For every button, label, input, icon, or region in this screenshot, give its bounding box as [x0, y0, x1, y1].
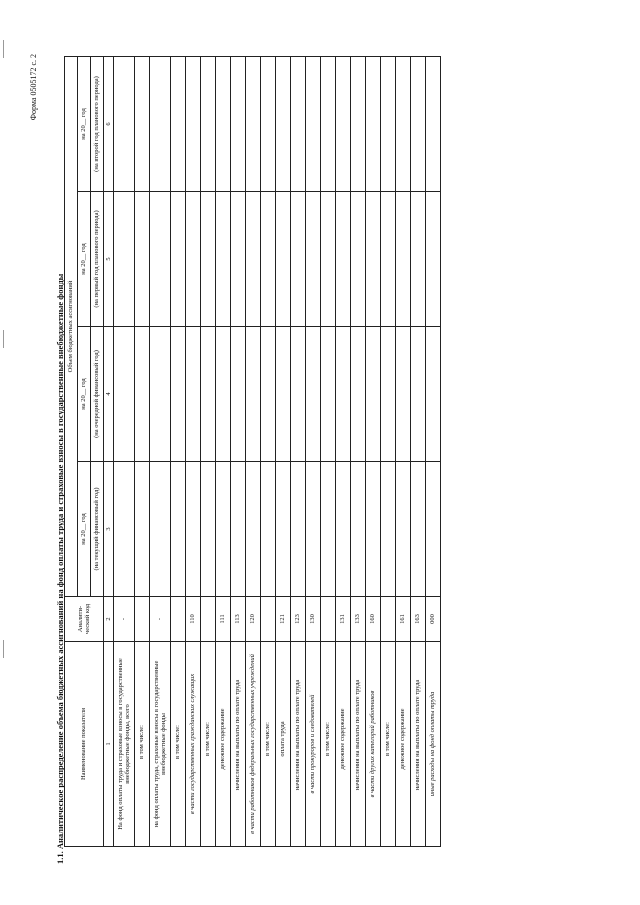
row-code — [201, 597, 216, 642]
row-name: в части работников федеральных государственных учреждений — [246, 642, 261, 847]
row-code — [321, 597, 336, 642]
value-cell-col6[interactable] — [351, 56, 366, 191]
row-code — [381, 597, 396, 642]
value-cell-col4[interactable] — [366, 327, 381, 462]
header-sub-4: (на очередной финансовый год) — [91, 327, 104, 462]
row-name: денежное содержание — [396, 642, 411, 847]
column-number: 5 — [104, 192, 114, 327]
value-cell-col5[interactable] — [336, 192, 351, 327]
value-cell-col5[interactable] — [366, 192, 381, 327]
table-row — [396, 56, 411, 846]
value-cell-col6[interactable] — [396, 56, 411, 191]
value-cell-col5[interactable] — [114, 192, 135, 327]
table-row — [381, 56, 396, 846]
allocation-table — [64, 56, 441, 847]
table-row — [411, 56, 426, 846]
value-cell-col5[interactable] — [231, 192, 246, 327]
value-cell-col4[interactable] — [201, 327, 216, 462]
value-cell-col5[interactable] — [291, 192, 306, 327]
value-cell-col3[interactable] — [411, 462, 426, 597]
header-year-6: на 20__ год — [78, 56, 91, 191]
table-row — [426, 56, 441, 846]
scan-mark — [3, 330, 4, 348]
value-cell-col4[interactable] — [306, 327, 321, 462]
value-cell-col4[interactable] — [321, 327, 336, 462]
header-year-5: на 20__ год — [78, 192, 91, 327]
table-row — [201, 56, 216, 846]
value-cell-col5[interactable] — [321, 192, 336, 327]
table-row — [291, 56, 306, 846]
row-code: 111 — [216, 597, 231, 642]
value-cell-col3[interactable] — [426, 462, 441, 597]
value-cell-col3[interactable] — [336, 462, 351, 597]
table-row — [216, 56, 231, 846]
value-cell-col3[interactable] — [351, 462, 366, 597]
value-cell-col3[interactable] — [321, 462, 336, 597]
value-cell-col6[interactable] — [216, 56, 231, 191]
value-cell-col4[interactable] — [135, 327, 150, 462]
value-cell-col5[interactable] — [351, 192, 366, 327]
value-cell-col6[interactable] — [291, 56, 306, 191]
value-cell-col6[interactable] — [426, 56, 441, 191]
row-code: 131 — [336, 597, 351, 642]
row-code: 130 — [306, 597, 321, 642]
value-cell-col3[interactable] — [114, 462, 135, 597]
row-name: оплата труда — [276, 642, 291, 847]
value-cell-col6[interactable] — [135, 56, 150, 191]
value-cell-col6[interactable] — [201, 56, 216, 191]
header-year-4: на 20__ год — [78, 327, 91, 462]
value-cell-col5[interactable] — [201, 192, 216, 327]
row-code: 120 — [246, 597, 261, 642]
row-name: начисления на выплаты по оплате труда — [231, 642, 246, 847]
value-cell-col4[interactable] — [291, 327, 306, 462]
value-cell-col4[interactable] — [150, 327, 171, 462]
row-name: денежное содержание — [216, 642, 231, 847]
row-code: - — [114, 597, 135, 642]
row-code: 161 — [396, 597, 411, 642]
table-row — [150, 56, 171, 846]
value-cell-col6[interactable] — [114, 56, 135, 191]
table-row — [276, 56, 291, 846]
value-cell-col5[interactable] — [411, 192, 426, 327]
row-code: - — [150, 597, 171, 642]
row-name: начисления на выплаты по оплате труда — [351, 642, 366, 847]
value-cell-col4[interactable] — [396, 327, 411, 462]
table-row — [366, 56, 381, 846]
table-body — [114, 56, 441, 846]
header-code: Аналити-ческий код — [65, 597, 104, 642]
value-cell-col4[interactable] — [426, 327, 441, 462]
column-number: 1 — [104, 642, 114, 847]
row-name: начисления на выплаты по оплате труда — [291, 642, 306, 847]
value-cell-col5[interactable] — [186, 192, 201, 327]
row-name: начисления на выплаты по оплате труда — [411, 642, 426, 847]
row-name: На фонд оплаты труда и страховые взносы в государственные внебюджетные фонды, всего — [114, 642, 135, 847]
value-cell-col4[interactable] — [381, 327, 396, 462]
row-code — [171, 597, 186, 642]
row-name: иные расходы на фонд оплаты труда — [426, 642, 441, 847]
value-cell-col4[interactable] — [261, 327, 276, 462]
value-cell-col3[interactable] — [231, 462, 246, 597]
header-name: Наименование показателя — [65, 642, 104, 847]
value-cell-col4[interactable] — [351, 327, 366, 462]
header-year-3: на 20__ год — [78, 462, 91, 597]
table-row — [186, 56, 201, 846]
value-cell-col3[interactable] — [246, 462, 261, 597]
value-cell-col5[interactable] — [426, 192, 441, 327]
value-cell-col6[interactable] — [336, 56, 351, 191]
value-cell-col6[interactable] — [381, 56, 396, 191]
row-name: в том числе: — [261, 642, 276, 847]
row-code: 133 — [351, 597, 366, 642]
column-number: 3 — [104, 462, 114, 597]
header-sub-3: (на текущий финансовый год) — [91, 462, 104, 597]
table-row — [321, 56, 336, 846]
table-row — [231, 56, 246, 846]
value-cell-col4[interactable] — [171, 327, 186, 462]
form-number: Форма 0505172 с. 2 — [29, 54, 38, 121]
row-code: 110 — [186, 597, 201, 642]
value-cell-col3[interactable] — [216, 462, 231, 597]
table-row — [336, 56, 351, 846]
value-cell-col6[interactable] — [366, 56, 381, 191]
value-cell-col5[interactable] — [171, 192, 186, 327]
value-cell-col3[interactable] — [135, 462, 150, 597]
value-cell-col6[interactable] — [246, 56, 261, 191]
column-number: 4 — [104, 327, 114, 462]
value-cell-col6[interactable] — [321, 56, 336, 191]
value-cell-col5[interactable] — [396, 192, 411, 327]
value-cell-col6[interactable] — [276, 56, 291, 191]
value-cell-col5[interactable] — [306, 192, 321, 327]
value-cell-col5[interactable] — [135, 192, 150, 327]
value-cell-col3[interactable] — [381, 462, 396, 597]
value-cell-col6[interactable] — [261, 56, 276, 191]
row-code: 000 — [426, 597, 441, 642]
value-cell-col5[interactable] — [276, 192, 291, 327]
value-cell-col4[interactable] — [336, 327, 351, 462]
row-name: в части других категорий работников — [366, 642, 381, 847]
value-cell-col4[interactable] — [246, 327, 261, 462]
value-cell-col3[interactable] — [186, 462, 201, 597]
row-name: на фонд оплаты труда, страховые взносы в государственные внебюджетные фонды — [150, 642, 171, 847]
table-row — [114, 56, 135, 846]
value-cell-col4[interactable] — [411, 327, 426, 462]
row-name: в том числе: — [201, 642, 216, 847]
header-sub-6: (на второй год планового периода) — [91, 56, 104, 191]
rotated-sheet — [27, 22, 613, 882]
value-cell-col3[interactable] — [150, 462, 171, 597]
row-code: 121 — [276, 597, 291, 642]
table-row — [135, 56, 150, 846]
value-cell-col4[interactable] — [276, 327, 291, 462]
value-cell-col6[interactable] — [231, 56, 246, 191]
row-name: в том числе: — [381, 642, 396, 847]
value-cell-col6[interactable] — [171, 56, 186, 191]
value-cell-col4[interactable] — [114, 327, 135, 462]
table-row — [306, 56, 321, 846]
value-cell-col3[interactable] — [396, 462, 411, 597]
row-code: 160 — [366, 597, 381, 642]
value-cell-col5[interactable] — [216, 192, 231, 327]
table-row — [261, 56, 276, 846]
row-name: в части прокуроров и следователей — [306, 642, 321, 847]
value-cell-col5[interactable] — [261, 192, 276, 327]
scan-mark — [3, 40, 4, 58]
value-cell-col4[interactable] — [186, 327, 201, 462]
table-row — [246, 56, 261, 846]
scan-mark — [3, 640, 4, 658]
row-name: в части государственных гражданских служащих — [186, 642, 201, 847]
section-title: 1.1. Аналитическое распределение объема бюджетных ассигнований на фонд оплаты труда и страховые взносы в государственные внебюджетные фонды — [55, 273, 65, 864]
value-cell-col3[interactable] — [261, 462, 276, 597]
value-cell-col4[interactable] — [216, 327, 231, 462]
value-cell-col3[interactable] — [366, 462, 381, 597]
row-name: денежное содержание — [336, 642, 351, 847]
header-sub-5: (на первый год планового периода) — [91, 192, 104, 327]
row-code: 163 — [411, 597, 426, 642]
row-code — [261, 597, 276, 642]
row-name: в том числе: — [321, 642, 336, 847]
row-code: 113 — [231, 597, 246, 642]
column-number: 2 — [104, 597, 114, 642]
value-cell-col5[interactable] — [246, 192, 261, 327]
row-code: 123 — [291, 597, 306, 642]
table-row — [171, 56, 186, 846]
value-cell-col6[interactable] — [150, 56, 171, 191]
value-cell-col3[interactable] — [171, 462, 186, 597]
table-row — [351, 56, 366, 846]
value-cell-col6[interactable] — [186, 56, 201, 191]
column-numbers-row — [104, 56, 114, 846]
header-group: Объем бюджетных ассигнований — [65, 56, 78, 596]
row-code — [135, 597, 150, 642]
value-cell-col6[interactable] — [411, 56, 426, 191]
row-name: в том числе: — [135, 642, 150, 847]
value-cell-col5[interactable] — [150, 192, 171, 327]
row-name: в том числе: — [171, 642, 186, 847]
value-cell-col4[interactable] — [231, 327, 246, 462]
value-cell-col5[interactable] — [381, 192, 396, 327]
value-cell-col3[interactable] — [306, 462, 321, 597]
column-number: 6 — [104, 56, 114, 191]
value-cell-col3[interactable] — [291, 462, 306, 597]
value-cell-col3[interactable] — [201, 462, 216, 597]
value-cell-col6[interactable] — [306, 56, 321, 191]
value-cell-col3[interactable] — [276, 462, 291, 597]
